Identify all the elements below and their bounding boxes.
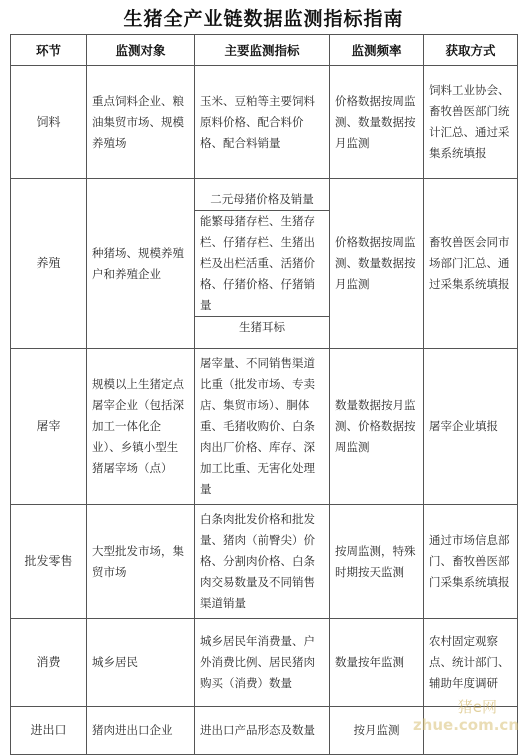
target-cell: 城乡居民 bbox=[87, 619, 195, 707]
frequency-cell: 数量按年监测 bbox=[330, 619, 424, 707]
table-row bbox=[11, 66, 518, 179]
indicators-cell: 城乡居民年消费量、户外消费比例、居民猪肉购买（消费）数量 bbox=[195, 619, 330, 707]
method-cell: 畜牧兽医会同市场部门汇总、通过采集系统填报 bbox=[424, 179, 518, 349]
method-cell: 通过市场信息部门、畜牧兽医部门采集系统填报 bbox=[424, 505, 518, 619]
stage-cell: 进出口 bbox=[11, 707, 87, 755]
stage-cell: 饲料 bbox=[11, 66, 87, 179]
watermark-url: zhue.com.cn bbox=[412, 716, 519, 734]
target-cell: 猪肉进出口企业 bbox=[87, 707, 195, 755]
frequency-cell: 价格数据按周监测、数量数据按月监测 bbox=[330, 179, 424, 349]
indicators-cell bbox=[195, 179, 330, 349]
frequency-cell: 价格数据按周监测、数量数据按月监测 bbox=[330, 66, 424, 179]
indicators-cell: 进出口产品形态及数量 bbox=[195, 707, 330, 755]
header-target: 监测对象 bbox=[87, 35, 195, 66]
method-cell: 农村固定观察点、统计部门、辅助年度调研 bbox=[424, 619, 518, 707]
table-header-row bbox=[11, 35, 518, 66]
method-cell: 饲料工业协会、畜牧兽医部门统计汇总、通过采集系统填报 bbox=[424, 66, 518, 179]
table-row bbox=[11, 505, 518, 619]
indicators-cell: 白条肉批发价格和批发量、猪肉（前臀尖）价格、分割肉价格、白条肉交易数量及不同销售渠道销量 bbox=[195, 505, 330, 619]
frequency-cell: 按月监测 bbox=[330, 707, 424, 755]
table-row bbox=[11, 619, 518, 707]
stage-cell: 批发零售 bbox=[11, 505, 87, 619]
target-cell: 大型批发市场，集贸市场 bbox=[87, 505, 195, 619]
indicator-subcell: 生猪耳标 bbox=[239, 320, 285, 334]
header-method: 获取方式 bbox=[424, 35, 518, 66]
indicators-cell: 屠宰量、不同销售渠道比重（批发市场、专卖店、集贸市场）、胴体重、毛猪收购价、白条肉出厂价格、库存、深加工比重、无害化处理量 bbox=[195, 349, 330, 505]
page-title: 生猪全产业链数据监测指标指南 bbox=[123, 8, 404, 30]
site-watermark bbox=[407, 696, 519, 740]
stage-cell: 消费 bbox=[11, 619, 87, 707]
header-stage: 环节 bbox=[11, 35, 87, 66]
stage-cell: 屠宰 bbox=[11, 349, 87, 505]
stage-cell: 养殖 bbox=[11, 179, 87, 349]
indicators-cell: 玉米、豆粕等主要饲料原料价格、配合料价格、配合料销量 bbox=[195, 66, 330, 179]
frequency-cell: 按周监测，特殊时期按天监测 bbox=[330, 505, 424, 619]
target-cell: 规模以上生猪定点屠宰企业（包括深加工一体化企业）、乡镇小型生猪屠宰场（点） bbox=[87, 349, 195, 505]
target-cell: 种猪场、规模养殖户和养殖企业 bbox=[87, 179, 195, 349]
frequency-cell: 数量数据按月监测、价格数据按周监测 bbox=[330, 349, 424, 505]
table-row bbox=[11, 179, 518, 349]
target-cell: 重点饲料企业、粮油集贸市场、规模养殖场 bbox=[87, 66, 195, 179]
header-frequency: 监测频率 bbox=[330, 35, 424, 66]
watermark-logo-text: 猪e网 bbox=[457, 698, 497, 716]
table-row bbox=[11, 349, 518, 505]
method-cell: 屠宰企业填报 bbox=[424, 349, 518, 505]
header-indicators: 主要监测指标 bbox=[195, 35, 330, 66]
indicator-subcell: 二元母猪价格及销量 bbox=[195, 189, 329, 211]
indicator-subcell: 能繁母猪存栏、生猪存栏、仔猪存栏、生猪出栏及出栏活重、活猪价格、仔猪价格、仔猪销量 bbox=[195, 211, 329, 317]
monitoring-table bbox=[10, 34, 518, 755]
